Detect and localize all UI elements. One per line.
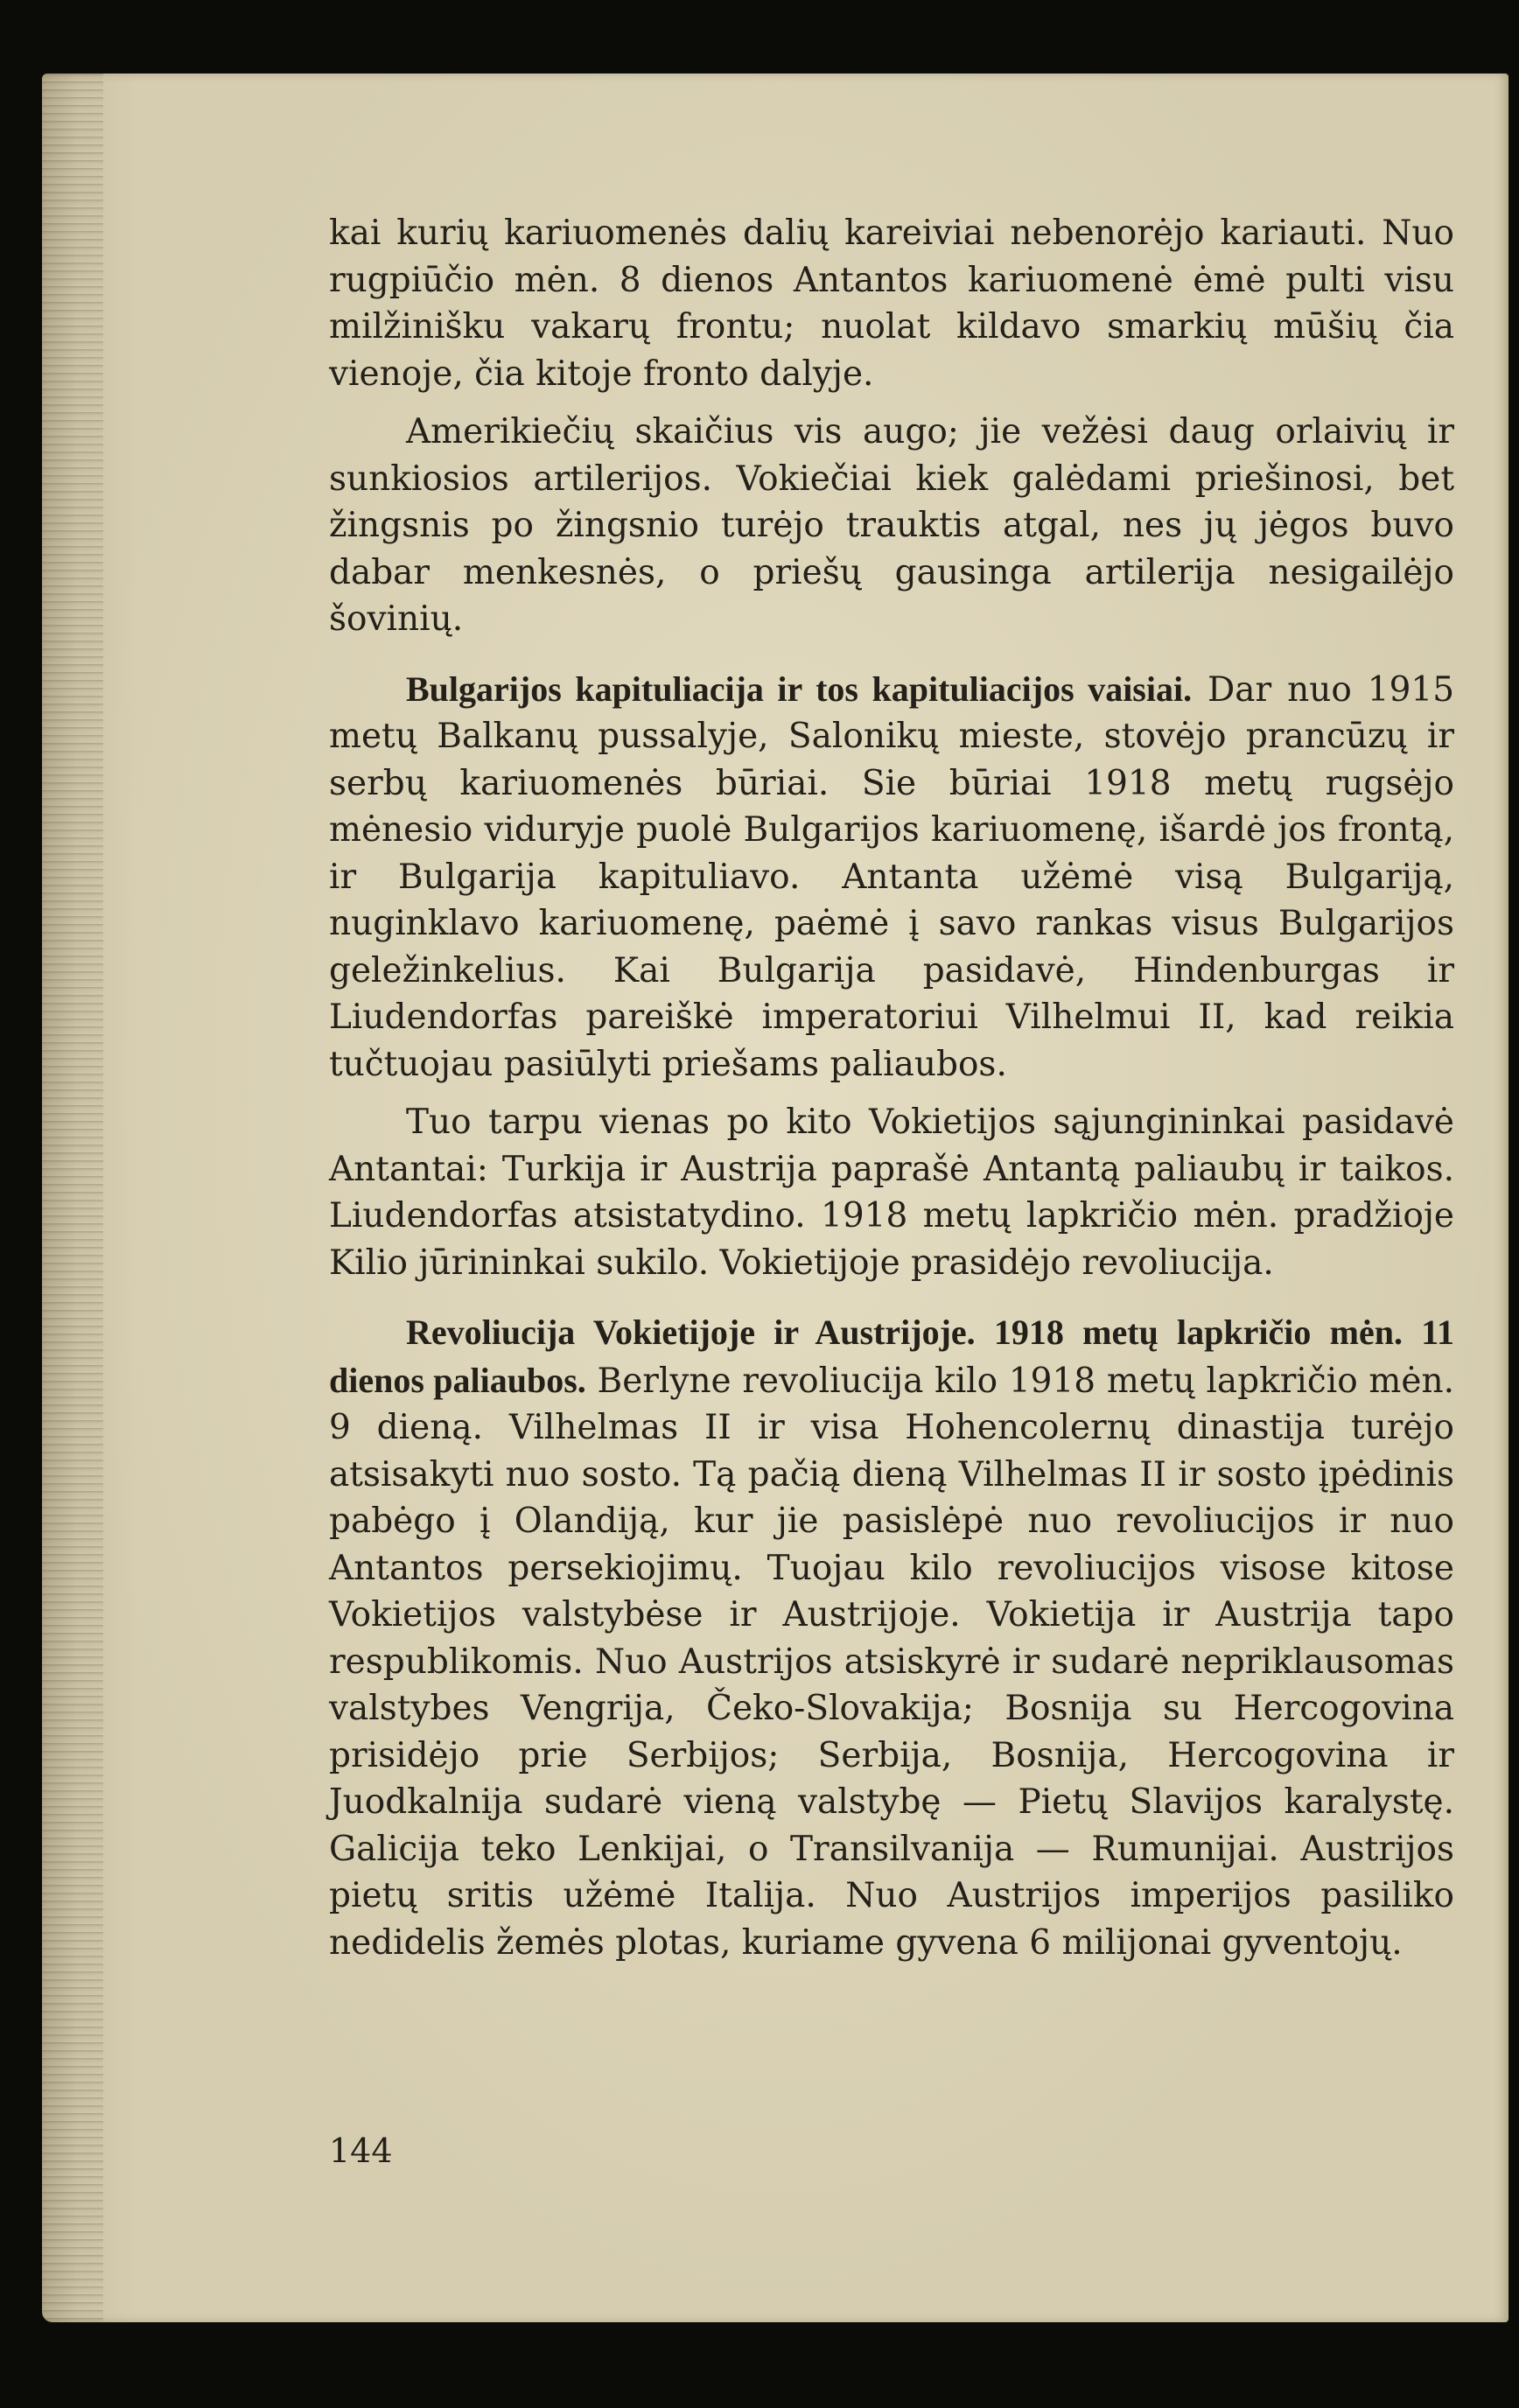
- paragraph-2: [329, 409, 1454, 643]
- paragraph-1: [329, 210, 1454, 397]
- section-heading: Bulgarijos kapituliacija ir tos kapituliacijos vaisiai.: [406, 668, 1193, 709]
- paragraph-4: [329, 1099, 1454, 1286]
- paragraph-text: kai kurių kariuomenės dalių kareiviai nebenorėjo kariauti. Nuo rugpiūčio mėn. 8 dienos Antantos kariuomenė ėmė pulti visu milžinišku vakarų frontu; nuolat kildavo smarkių mūšių čia vienoje, čia kitoje fronto dalyje.: [329, 214, 1454, 394]
- paragraph-3: [329, 666, 1454, 1088]
- paragraph-text: Tuo tarpu vienas po kito Vokietijos sąjungininkai pasidavė Antantai: Turkija ir Austrija paprašė Antantą paliaubų ir taikos. Liudendorfas atsistatydino. 1918 metų lapkričio mėn. pradžioje Kilio jūrininkai sukilo. Vokietijoje prasidėjo revoliucija.: [329, 1102, 1454, 1283]
- paragraph-text: Berlyne revoliucija kilo 1918 metų lapkričio mėn. 9 dieną. Vilhelmas II ir visa Hohencolernų dinastija turėjo atsisakyti nuo sosto. Tą pačią dieną Vilhelmas II ir sosto įpėdinis pabėgo į Olandiją, kur jie pasislėpė nuo revoliucijos ir nuo Antantos persekiojimų. Tuojau kilo revoliucijos visose kitose Vokietijos valstybėse ir Austrijoje. Vokietija ir Austrija tapo respublikomis. Nuo Austrijos atsiskyrė ir sudarė nepriklausomas valstybes Vengrija, Čeko-Slovakija; Bosnija su Hercogovina prisidėjo prie Serbijos; Serbija, Bosnija, Hercogovina ir Juodkalnija sudarė vieną valstybę — Pietų Slavijos karalystę. Galicija teko Lenkijai, o Transilvanija — Rumunijai. Austrijos pietų sritis užėmė Italija. Nuo Austrijos imperijos pasiliko nedidelis žemės plotas, kuriame gyvena 6 milijonai gyventojų.: [329, 1361, 1455, 1963]
- paragraph-text: Amerikiečių skaičius vis augo; jie vežėsi daug orlaivių ir sunkiosios artilerijos. Vokiečiai kiek galėdami priešinosi, bet žingsnis po žingsnio turėjo trauktis atgal, nes jų jėgos buvo dabar menkesnės, o priešų gausinga artilerija nesigailėjo šovinių.: [329, 412, 1454, 639]
- paragraph-5: [329, 1309, 1454, 1966]
- page-binding-edge: [42, 74, 103, 2322]
- section-heading: Revoliucija Vokietijoje ir Austrijoje. 1918 metų lapkričio mėn. 11 dienos paliaubos.: [329, 1312, 1454, 1400]
- body-text: [329, 210, 1454, 1966]
- page-number: 144: [329, 2132, 393, 2170]
- paragraph-text: Dar nuo 1915 metų Balkanų pussalyje, Salonikų mieste, stovėjo prancūzų ir serbų kariuomenės būriai. Sie būriai 1918 metų rugsėjo mėnesio viduryje puolė Bulgarijos kariuomenę, išardė jos frontą, ir Bulgarija kapituliavo. Antanta užėmė visą Bulgariją, nuginklavo kariuomenę, paėmė į savo rankas visus Bulgarijos geležinkelius. Kai Bulgarija pasidavė, Hindenburgas ir Liudendorfas pareiškė imperatoriui Vilhelmui II, kad reikia tučtuojau pasiūlyti priešams paliaubos.: [329, 669, 1455, 1084]
